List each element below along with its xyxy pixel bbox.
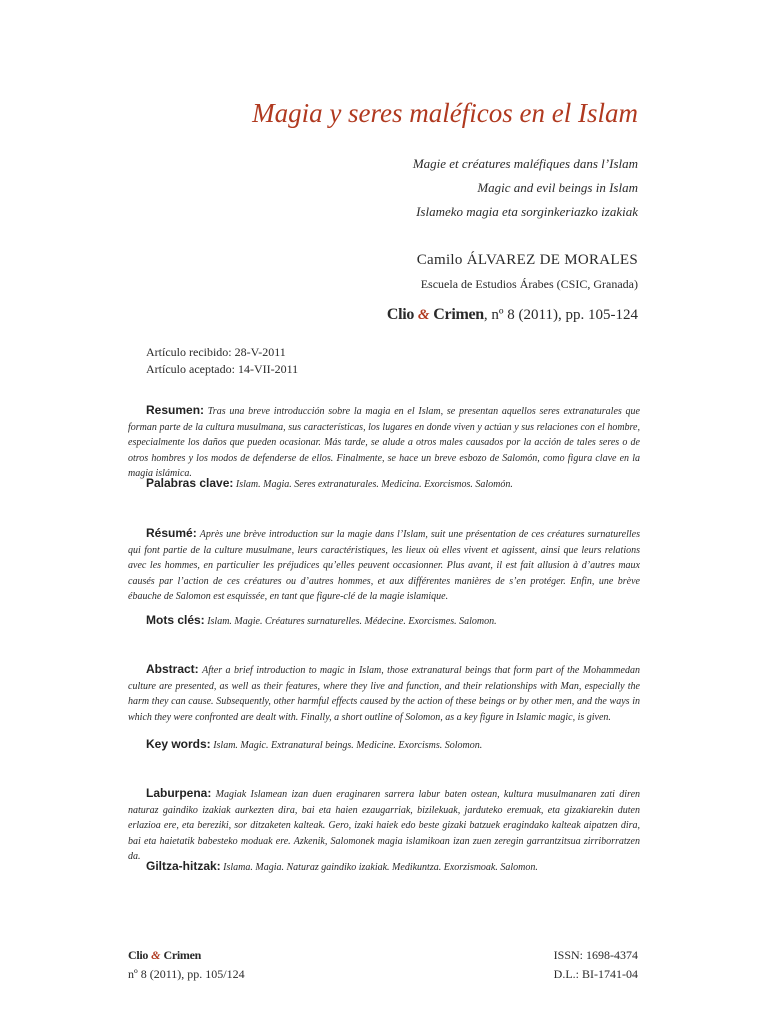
keywords-text: Islama. Magia. Naturaz gaindiko izakiak. Medikuntza. Exorzismoak. Salomon.	[223, 862, 538, 873]
footer-pages: nº 8 (2011), pp. 105/124	[128, 967, 245, 981]
abstract-label: Résumé:	[146, 526, 197, 540]
abstract-french	[128, 526, 640, 605]
abstract-paragraph	[128, 662, 640, 725]
abstract-label: Abstract:	[146, 662, 199, 676]
abstract-paragraph	[128, 526, 640, 605]
abstract-label: Resumen:	[146, 403, 205, 417]
keywords-label: Mots clés:	[146, 613, 205, 627]
issn: ISSN: 1698-4374	[553, 948, 638, 962]
journal-citation	[387, 306, 638, 324]
abstract-english	[128, 662, 640, 725]
footer-journal-part2: Crimen	[163, 948, 202, 962]
keywords-french	[146, 613, 497, 627]
abstract-text: After a brief introduction to magic in Islam, those extranatural beings that form part of the Mohammedan culture are presented, as well as their features, where they live and function, and their relationships with Man, especially the harm they can cause. Subsequently, other harmful effects caused by the action of these beings or by other men, and the ways in which they were confronted are dealt with. Finally, a short outline of Solomon, as a key figure in Islamic magic, is given.	[128, 665, 640, 723]
journal-name-part2: Crimen	[433, 306, 484, 323]
footer-registration	[554, 946, 638, 984]
title-french: Magie et créatures maléfiques dans l’Islam	[412, 156, 638, 171]
journal-ampersand: &	[417, 307, 430, 323]
abstract-paragraph	[128, 403, 640, 482]
article-dates	[146, 344, 298, 378]
legal-deposit: D.L.: BI-1741-04	[553, 967, 638, 981]
keywords-label: Key words:	[146, 737, 211, 751]
abstract-spanish	[128, 403, 640, 482]
article-title: Magia y seres maléficos en el Islam	[252, 98, 638, 128]
journal-name-part1: Clio	[386, 306, 415, 323]
abstract-paragraph	[128, 786, 640, 865]
keywords-text: Islam. Magie. Créatures surnaturelles. Médecine. Exorcismes. Salomon.	[207, 616, 497, 627]
abstract-text: Après une brève introduction sur la magie dans l’Islam, suit une présentation de ces créatures surnaturelles qui font partie de la culture musulmane, leurs caractéristiques, les lieux où elles vivent et agissent, ainsi que leurs relations avec les hommes, en particulier les préjudices qu’elles peuvent occasionner. Plus avant, il est fait allusion à d’autres maux causés par l’action de ces créatures ou d’autres hommes, et aux différentes manières de s’en protéger. Enfin, une brève ébauche de Salomon est esquissée, en tant que figure-clé de la magie islamique.	[128, 529, 640, 603]
footer-journal-name	[128, 946, 245, 965]
abstract-basque	[128, 786, 640, 865]
keywords-basque	[146, 859, 538, 873]
title-english: Magic and evil beings in Islam	[477, 180, 638, 195]
abstract-label: Laburpena:	[146, 786, 212, 800]
keywords-text: Islam. Magia. Seres extranaturales. Medicina. Exorcismos. Salomón.	[235, 479, 513, 490]
received-date: Artículo recibido: 28-V-2011	[146, 345, 286, 359]
footer-journal-ampersand: &	[151, 948, 161, 962]
footer-journal-part1: Clio	[128, 948, 149, 962]
keywords-label: Palabras clave:	[146, 476, 234, 490]
footer-citation	[128, 946, 245, 984]
abstract-text: Tras una breve introducción sobre la magia en el Islam, se presentan aquellos seres extranaturales que forman parte de la cultura musulmana, sus características, los lugares en donde viven y actúan y sus relaciones con el hombre, especialmente los daños que pueden ocasionar. Más tarde, se alude a otros males causados por la acción de tales seres o de otros hombres y los modos de defenderse de ellos. Finalmente, se hace un breve esbozo de Salomón, como figura clave en la magia islámica.	[128, 406, 640, 480]
citation-details: , nº 8 (2011), pp. 105-124	[483, 307, 638, 323]
author-name: Camilo ÁLVAREZ DE MORALES	[416, 252, 638, 268]
keywords-spanish	[146, 476, 513, 490]
translated-titles	[413, 152, 638, 224]
keywords-text: Islam. Magic. Extranatural beings. Medicine. Exorcisms. Solomon.	[213, 740, 483, 751]
keywords-english	[146, 737, 482, 751]
keywords-label: Giltza-hitzak:	[146, 859, 221, 873]
abstract-text: Magiak Islamean izan duen eraginaren sarrera labur baten ostean, kultura musulmanaren zati diren naturaz gaindiko izakiak aurkezten dira, bai eta haien ezaugarriak, bizilekuak, jarduteko eremuak, eta gizakiarekin duten erlazioa ere, eta bereziki, sor ditzaketen kalteak. Gero, izaki haiek edo beste gizaki batzuek eragindako kalteak aipatzen dira, bai eta haietatik babesteko moduak ere. Azkenik, Salomonek magia islamikoan izan zuen zeregin garrantzitsua zirriborratzen da.	[128, 789, 641, 863]
title-basque: Islameko magia eta sorginkeriazko izakiak	[416, 204, 638, 219]
accepted-date: Artículo aceptado: 14-VII-2011	[146, 362, 299, 376]
author-affiliation: Escuela de Estudios Árabes (CSIC, Granada)	[420, 277, 638, 291]
